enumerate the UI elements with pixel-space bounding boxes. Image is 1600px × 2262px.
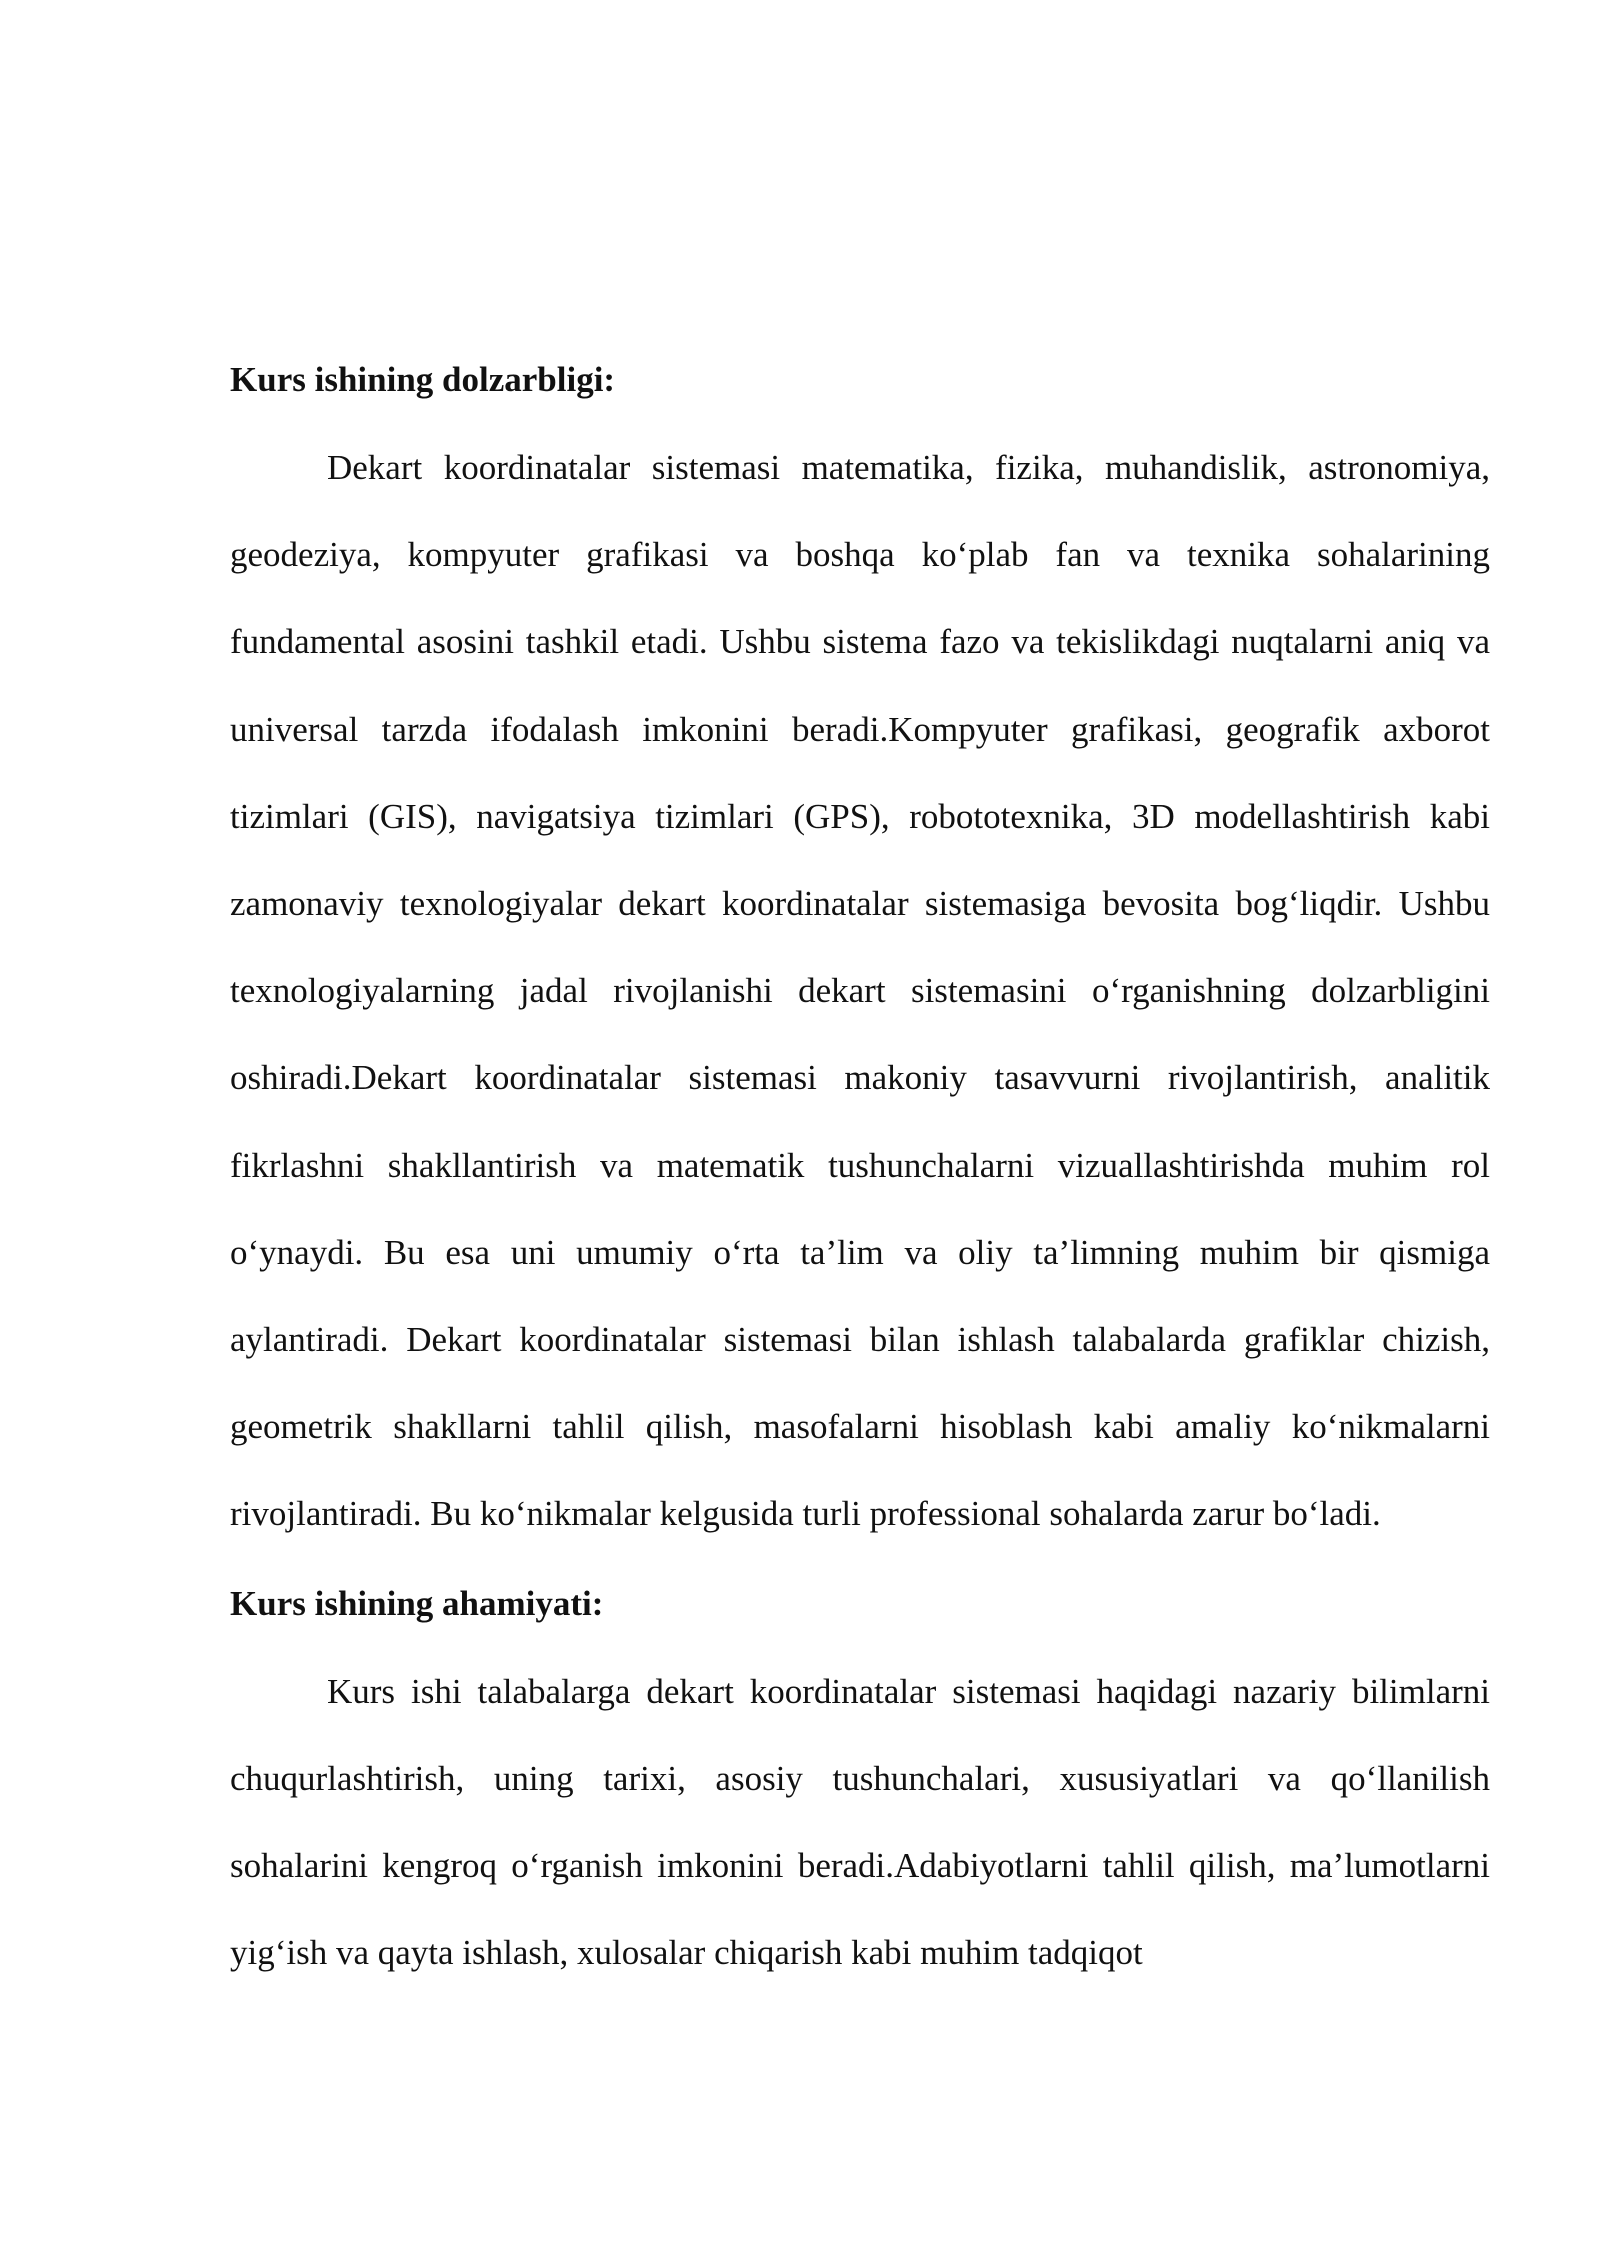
section-paragraph-importance: Kurs ishi talabalarga dekart koordinatalar sistemasi haqidagi nazariy bilimlarni chuqurlashtirish, uning tarixi, asosiy tushunchalari, xususiyatlari va qo‘llanilish sohalarini kengroq o‘rganish imkonini beradi.Adabiyotlarni tahlil qilish, ma’lumotlarni yig‘ish va qayta ishlash, xulosalar chiqarish kabi muhim tadqiqot <box>230 1671 1490 1973</box>
section-paragraph-relevance: Dekart koordinatalar sistemasi matematika, fizika, muhandislik, astronomiya, geodeziya, kompyuter grafikasi va boshqa ko‘plab fan va texnika sohalarining fundamental asosini tashkil etadi. Ushbu sistema fazo va tekislikdagi nuqtalarni aniq va universal tarzda ifodalash imkonini beradi.Kompyuter grafikasi, geografik axborot tizimlari (GIS), navigatsiya tizimlari (GPS), robototexnika, 3D modellashtirish kabi zamonaviy texnologiyalar dekart koordinatalar sistemasiga bevosita bog‘liqdir. Ushbu texnologiyalarning jadal rivojlanishi dekart sistemasini o‘rganishning dolzarbligini oshiradi.Dekart koordinatalar sistemasi makoniy tasavvurni rivojlantirish, analitik fikrlashni shakllantirish va matematik tushunchalarni vizuallashtirishda muhim rol o‘ynaydi. Bu esa uni umumiy o‘rta ta’lim va oliy ta’limning muhim bir qismiga aylantiradi. Dekart koordinatalar sistemasi bilan ishlash talabalarda grafiklar chizish, geometrik shakllarni tahlil qilish, masofalarni hisoblash kabi amaliy ko‘nikmalarni rivojlantiradi. Bu ko‘nikmalar kelgusida turli professional sohalarda zarur bo‘ladi. <box>230 448 1490 1534</box>
section-heading-importance: Kurs ishining ahamiyati: <box>230 1583 604 1623</box>
section-heading-relevance: Kurs ishining dolzarbligi: <box>230 360 616 399</box>
document-body <box>230 354 1490 1996</box>
